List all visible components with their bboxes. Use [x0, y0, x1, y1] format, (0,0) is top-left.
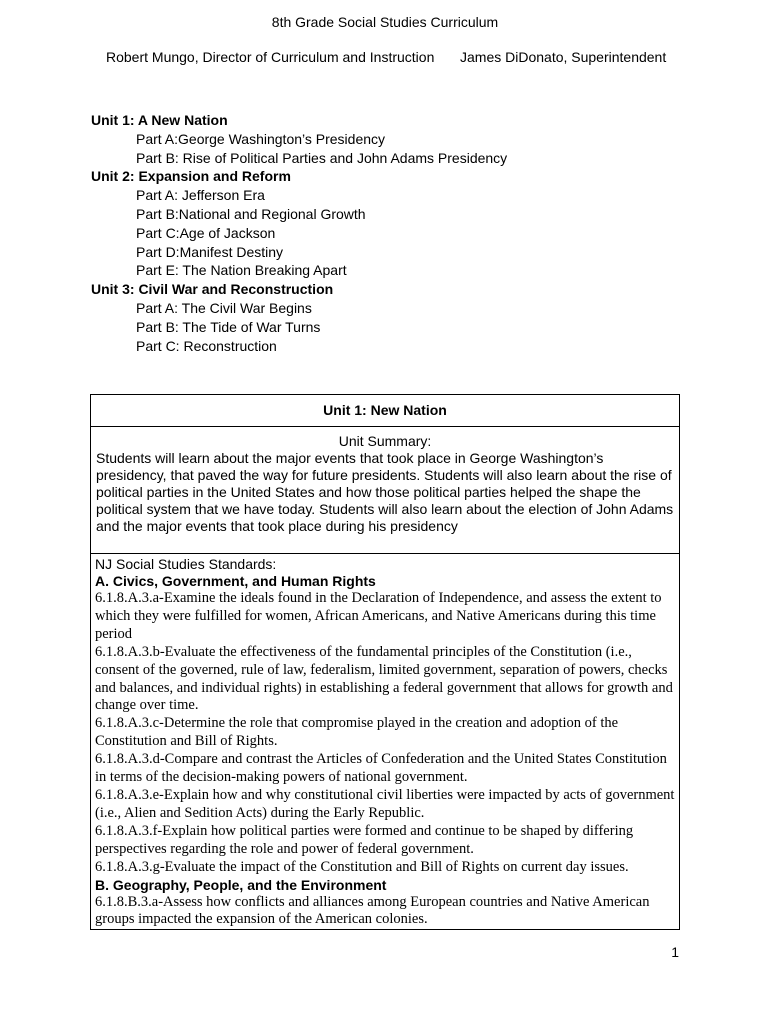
unit-part: Part E: The Nation Breaking Apart [136, 262, 347, 279]
unit-2-block [91, 167, 731, 280]
director-credit: Robert Mungo, Director of Curriculum and Instruction [106, 49, 435, 65]
superintendent-credit: James DiDonato, Superintendent [460, 49, 667, 65]
unit-part: Part C: Reconstruction [136, 337, 277, 354]
standard-item: 6.1.8.B.3.a-Assess how conflicts and alliances among European countries and Native American groups impacted the expansion of the American colonies. [95, 893, 650, 928]
standards-section-heading: B. Geography, People, and the Environment [95, 876, 387, 893]
unit-part: Part A:George Washington’s Presidency [136, 130, 386, 147]
unit-part: Part B: The Tide of War Turns [136, 318, 321, 335]
standard-item: 6.1.8.A.3.d-Compare and contrast the Articles of Confederation and the United States Constitution in terms of the decision-making powers of national government. [95, 751, 667, 786]
unit-heading: Unit 3: Civil War and Reconstruction [91, 281, 334, 298]
standard-item: 6.1.8.A.3.g-Evaluate the impact of the Constitution and Bill of Rights on current day issues. [95, 858, 629, 875]
unit-part: Part A: Jefferson Era [136, 187, 265, 204]
standard-item: 6.1.8.A.3.a-Examine the ideals found in the Declaration of Independence, and assess the extent to which they were fulfilled for women, African Americans, and Native Americans during this time period [95, 590, 662, 642]
table-title: Unit 1: New Nation [91, 395, 679, 427]
unit-summary-text: Students will learn about the major events that took place in George Washington’s presidency, that paved the way for future presidents. Students will also learn about the rise of political parties in the United States and how those political parties helped the shape the political system that we have today. Students will also learn about the election of John Adams and the major events that took place during his presidency [96, 450, 674, 534]
unit-heading: Unit 2: Expansion and Reform [91, 168, 291, 185]
unit-part: Part B: Rise of Political Parties and John Adams Presidency [136, 149, 508, 166]
standards-label: NJ Social Studies Standards: [95, 556, 277, 572]
page-number: 1 [671, 944, 679, 960]
standard-item: 6.1.8.A.3.f-Explain how political parties were formed and continue to be shaped by differing perspectives regarding the role and power of federal government. [95, 822, 634, 857]
unit-summary-label: Unit Summary: [338, 433, 432, 449]
standards-cell [91, 554, 679, 929]
unit-part: Part A: The Civil War Begins [136, 299, 312, 316]
standard-item: 6.1.8.A.3.e-Explain how and why constitutional civil liberties were impacted by acts of government (i.e., Alien and Sedition Acts) during the Early Republic. [95, 786, 675, 821]
document-title: 8th Grade Social Studies Curriculum [271, 14, 499, 30]
unit-1-table [90, 394, 680, 930]
standard-item: 6.1.8.A.3.b-Evaluate the effectiveness of the fundamental principles of the Constitution (i.e., consent of the governed, rule of law, federalism, limited government, separation of powers, checks and balances, and individual rights) in establishing a federal government that allows for growth and change over time. [95, 643, 673, 714]
unit-part: Part B:National and Regional Growth [136, 205, 366, 222]
curriculum-outline [91, 111, 731, 355]
standard-item: 6.1.8.A.3.c-Determine the role that compromise played in the creation and adoption of the Constitution and Bill of Rights. [95, 715, 619, 750]
unit-part: Part D:Manifest Destiny [136, 243, 284, 260]
unit-summary-cell [91, 427, 679, 554]
unit-heading: Unit 1: A New Nation [91, 112, 228, 128]
standards-section-heading: A. Civics, Government, and Human Rights [95, 573, 376, 589]
unit-3-block [91, 280, 731, 355]
unit-part: Part C:Age of Jackson [136, 224, 276, 241]
unit-1-block [91, 111, 731, 167]
